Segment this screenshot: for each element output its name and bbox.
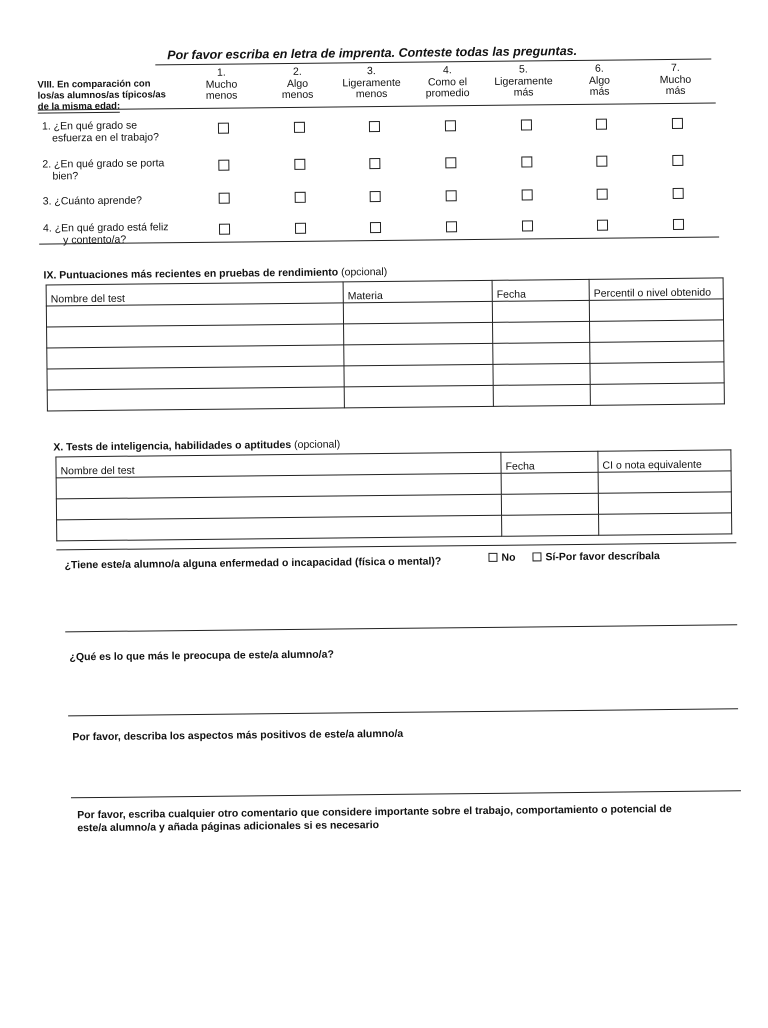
col-head-3: 3. Ligeramente menos — [342, 65, 401, 101]
rating-checkbox-q4-c3[interactable] — [370, 222, 381, 233]
rating-checkbox-q3-c5[interactable] — [522, 189, 533, 200]
rating-checkbox-q3-c2[interactable] — [295, 192, 306, 203]
question-1-text: 1. ¿En qué grado se esfuerza en el trabajo? — [41, 119, 159, 144]
checkbox-icon[interactable] — [532, 552, 541, 561]
col-subject: Materia — [343, 280, 492, 303]
rating-checkbox-q3-c6[interactable] — [597, 189, 608, 200]
col-test-name: Nombre del test — [46, 282, 343, 306]
rating-checkbox-q3-c3[interactable] — [370, 191, 381, 202]
rating-checkbox-q1-c5[interactable] — [521, 119, 532, 130]
rating-checkbox-q2-c5[interactable] — [521, 156, 532, 167]
rating-checkbox-q1-c7[interactable] — [672, 118, 683, 129]
section-viii-title-line1: VIII. En comparación con — [37, 78, 151, 91]
positive-answer-line[interactable] — [71, 790, 741, 798]
col-iq: CI o nota equivalente — [598, 450, 731, 472]
section-ix-title: IX. Puntuaciones más recientes en pruebas de rendimiento (opcional) — [43, 265, 388, 282]
section-viii-title-line3: de la misma edad: — [37, 100, 121, 113]
rating-checkbox-q4-c6[interactable] — [597, 220, 608, 231]
col-date: Fecha — [501, 451, 598, 473]
col-head-6: 6. Algo más — [588, 62, 611, 98]
rating-checkbox-grid — [0, 0, 763, 4]
rating-checkbox-q2-c2[interactable] — [294, 159, 305, 170]
rating-checkbox-q2-c1[interactable] — [218, 160, 229, 171]
achievement-tests-table — [46, 277, 725, 411]
section-x-title: X. Tests de inteligencia, habilidades o aptitudes (opcional) — [53, 438, 341, 454]
col-head-7: 7. Mucho más — [659, 61, 692, 98]
rating-checkbox-q4-c2[interactable] — [295, 223, 306, 234]
illness-question: ¿Tiene este/a alumno/a alguna enfermedad o incapacidad (física o mental)? — [64, 555, 442, 572]
col-head-5: 5. Ligeramente más — [494, 63, 553, 99]
rating-checkbox-q2-c3[interactable] — [369, 158, 380, 169]
rating-checkbox-q4-c5[interactable] — [522, 220, 533, 231]
illness-yes-option[interactable]: Sí-Por favor descríbala — [532, 550, 660, 563]
rating-checkbox-q3-c4[interactable] — [446, 190, 457, 201]
rating-checkbox-q1-c2[interactable] — [294, 122, 305, 133]
col-test-name: Nombre del test — [56, 452, 501, 478]
rating-checkbox-q2-c7[interactable] — [672, 155, 683, 166]
rating-checkbox-q4-c4[interactable] — [446, 221, 457, 232]
illness-answer-line[interactable] — [65, 624, 737, 632]
col-date: Fecha — [492, 279, 589, 301]
rating-checkbox-q2-c4[interactable] — [445, 157, 456, 168]
col-percentile: Percentil o nivel obtenido — [589, 278, 723, 300]
question-3-text: 3. ¿Cuánto aprende? — [42, 194, 143, 208]
col-head-2: 2. Algo menos — [281, 65, 314, 102]
concern-question: ¿Qué es lo que más le preocupa de este/a alumno/a? — [69, 648, 334, 664]
intelligence-tests-table — [55, 449, 732, 541]
rating-checkbox-q1-c3[interactable] — [369, 121, 380, 132]
question-2-text: 2. ¿En qué grado se porta bien? — [42, 157, 165, 182]
rating-checkbox-q4-c1[interactable] — [219, 224, 230, 235]
section-x-bottom-rule — [56, 542, 736, 550]
illness-no-option[interactable]: No — [488, 552, 515, 564]
col-head-4: 4. Como el promedio — [425, 64, 470, 100]
rating-checkbox-q4-c7[interactable] — [673, 219, 684, 230]
rating-checkbox-q1-c4[interactable] — [445, 120, 456, 131]
rating-checkbox-q3-c1[interactable] — [219, 193, 230, 204]
question-4-text: 4. ¿En qué grado está feliz y contento/a? — [42, 221, 169, 246]
rating-checkbox-q1-c1[interactable] — [218, 123, 229, 134]
checkbox-icon[interactable] — [488, 553, 497, 562]
concern-answer-line[interactable] — [68, 708, 738, 716]
section-viii-title-line2: los/as alumnos/as típicos/as — [37, 89, 166, 102]
col-head-1: 1. Mucho menos — [205, 66, 238, 102]
comments-question: Por favor, escriba cualquier otro comentario que considere importante sobre el trabajo, comportamiento o potencial de este/a alumno/a y añada páginas adicionales si es necesario — [77, 803, 672, 835]
positive-aspects-question: Por favor, describa los aspectos más positivos de este/a alumno/a — [72, 727, 404, 744]
rating-checkbox-q2-c6[interactable] — [596, 156, 607, 167]
rating-checkbox-q3-c7[interactable] — [673, 188, 684, 199]
rating-checkbox-q1-c6[interactable] — [596, 119, 607, 130]
instruction-text: Por favor escriba en letra de imprenta. Conteste todas las preguntas. — [167, 43, 578, 63]
